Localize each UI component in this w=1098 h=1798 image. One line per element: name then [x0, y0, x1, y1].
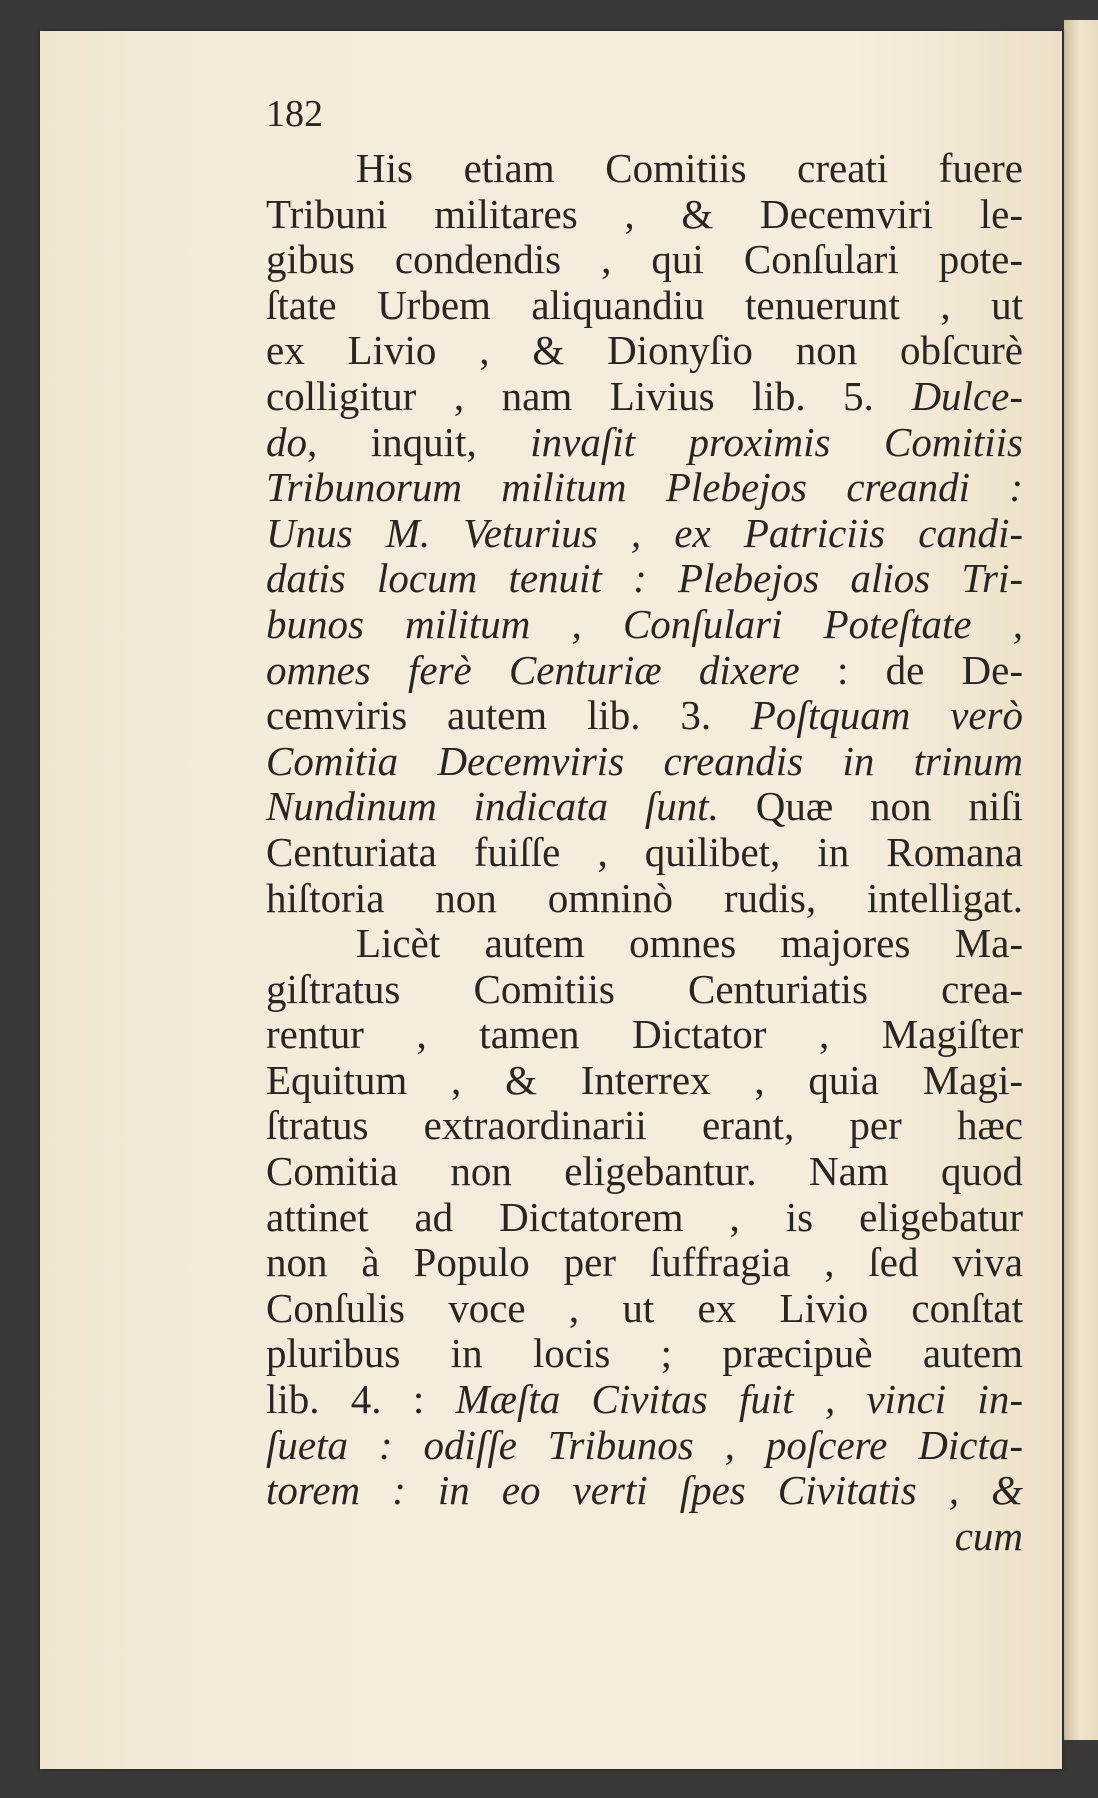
roman-text: Conſulis voce , ut ex Livio conſtat: [266, 1284, 1023, 1331]
catchword: [266, 1514, 1023, 1560]
italic-text: Comitia Decemviris creandis in trinum: [266, 737, 1023, 784]
italic-text: Poſtquam verò: [750, 692, 1023, 739]
text-line: [266, 1058, 1023, 1104]
adjacent-page-edge: [1064, 20, 1098, 1740]
text-line: [266, 556, 1023, 602]
text-line: [266, 1149, 1023, 1195]
text-line: [266, 1331, 1023, 1377]
text-line: [266, 146, 1023, 192]
text-line: [266, 967, 1023, 1013]
text-line: [266, 1103, 1023, 1149]
text-line: [266, 237, 1023, 283]
text-line: [266, 1195, 1023, 1241]
roman-text: attinet ad Dictatorem , is eligebatur: [266, 1193, 1023, 1240]
roman-text: cemviris autem lib. 3.: [266, 692, 751, 739]
roman-text: , inquit,: [307, 418, 531, 465]
text-line: [266, 1240, 1023, 1286]
roman-text: Quæ non niſi: [718, 783, 1024, 830]
roman-text: lib. 4. :: [266, 1376, 456, 1423]
text-line: [266, 420, 1023, 466]
italic-text: Tribunorum militum Plebejos creandi :: [266, 464, 1023, 511]
roman-text: His etiam Comitiis creati fuere: [356, 145, 1023, 191]
italic-text: bunos militum , Conſulari Poteſtate ,: [266, 600, 1023, 647]
italic-text: Unus M. Veturius , ex Patriciis candi-: [266, 509, 1023, 556]
roman-text: Comitia non eligebantur. Nam quod: [266, 1148, 1023, 1195]
roman-text: : de De-: [799, 646, 1023, 693]
roman-text: hiſtoria non omninò rudis, intelligat.: [266, 874, 1023, 921]
italic-text: omnes ferè Centuriæ dixere: [266, 646, 800, 693]
roman-text: Centuriata fuiſſe , quilibet, in Romana: [266, 828, 1023, 875]
text-line: [266, 830, 1023, 876]
roman-text: Licèt autem omnes majores Ma-: [356, 920, 1023, 967]
roman-text: giſtratus Comitiis Centuriatis crea-: [266, 965, 1023, 1012]
italic-text: do: [266, 418, 307, 465]
roman-text: Equitum , & Interrex , quia Magi-: [266, 1056, 1023, 1103]
roman-text: ex Livio , & Dionyſio non obſcurè: [266, 327, 1023, 374]
text-line: [266, 328, 1023, 374]
roman-text: colligitur , nam Livius lib. 5.: [266, 372, 912, 419]
text-line: [266, 283, 1023, 329]
text-line: [266, 1012, 1023, 1058]
page-number: 182: [266, 93, 323, 135]
italic-text: Dulce-: [911, 372, 1023, 419]
roman-text: ſtate Urbem aliquandiu tenuerunt , ut: [266, 281, 1023, 328]
roman-text: non à Populo per ſuffragia , ſed viva: [266, 1239, 1023, 1286]
italic-text: invaſit proximis Comitiis: [530, 418, 1023, 465]
roman-text: ſtratus extraordinarii erant, per hæc: [266, 1102, 1023, 1149]
text-line: [266, 921, 1023, 967]
text-line: [266, 192, 1023, 238]
roman-text: rentur , tamen Dictator , Magiſter: [266, 1011, 1023, 1058]
text-line: [266, 876, 1023, 922]
roman-text: Tribuni militares , & Decemviri le-: [266, 190, 1023, 237]
italic-text: cum: [954, 1512, 1023, 1559]
italic-text: Mæſta Civitas fuit , vinci in-: [455, 1376, 1023, 1423]
text-line: [266, 1468, 1023, 1514]
text-line: [266, 648, 1023, 694]
text-line: [266, 739, 1023, 785]
text-line: [266, 1377, 1023, 1423]
roman-text: pluribus in locis ; præcipuè autem: [266, 1330, 1023, 1377]
text-line: [266, 693, 1023, 739]
italic-text: torem : in eo verti ſpes Civitatis , &: [266, 1467, 1023, 1514]
text-line: [266, 465, 1023, 511]
body-text: [266, 146, 1023, 1559]
text-line: [266, 784, 1023, 830]
text-line: [266, 1286, 1023, 1332]
roman-text: gibus condendis , qui Conſulari pote-: [266, 236, 1023, 283]
text-line: [266, 511, 1023, 557]
text-line: [266, 602, 1023, 648]
text-line: [266, 374, 1023, 420]
text-line: [266, 1423, 1023, 1469]
italic-text: Nundinum indicata ſunt.: [266, 783, 719, 830]
italic-text: datis locum tenuit : Plebejos alios Tri-: [266, 555, 1023, 602]
italic-text: ſueta : odiſſe Tribunos , poſcere Dicta-: [266, 1421, 1023, 1468]
